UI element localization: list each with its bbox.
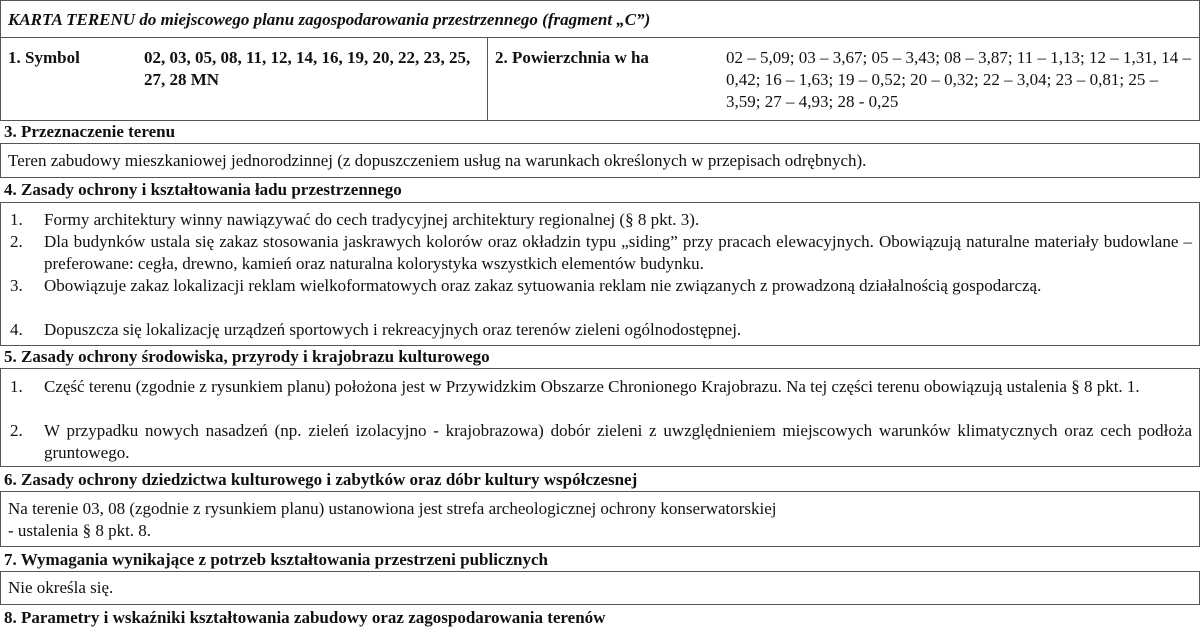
section-4-item-1-number: 1.: [10, 210, 23, 229]
section-4-item-1-text: Formy architektury winny nawiązywać do cech tradycyjnej architektury regionalnej (§ 8 pkt. 3).: [44, 210, 700, 229]
section-4-item-2-number: 2.: [10, 232, 23, 251]
section-4-item-4-number: 4.: [10, 320, 23, 339]
section-6-line-2: - ustalenia § 8 pkt. 8.: [8, 521, 152, 540]
area-label: 2. Powierzchnia w ha: [495, 48, 649, 67]
section-4-heading: 4. Zasady ochrony i kształtowania ładu przestrzennego: [4, 180, 402, 199]
area-value: 02 – 5,09; 03 – 3,67; 05 – 3,43; 08 – 3,87; 11 – 1,13; 12 – 1,31, 14 – 0,42; 16 – 1,63; 19 – 0,52; 20 – 0,32; 22 – 3,04; 23 – 0,81; 25 – 3,59; 27 – 4,93; 28 - 0,25: [726, 48, 1191, 111]
section-4-item-3-text: Obowiązuje zakaz lokalizacji reklam wielkoformatowych oraz zakaz sytuowania reklam nie związanych z prowadzoną działalnością gospodarczą.: [44, 276, 1042, 295]
section-7-heading: 7. Wymagania wynikające z potrzeb kształtowania przestrzeni publicznych: [4, 550, 548, 569]
section-4-item-4-text: Dopuszcza się lokalizację urządzeń sportowych i rekreacyjnych oraz terenów zieleni ogólnodostępnej.: [44, 320, 742, 339]
section-5-item-2-text: W przypadku nowych nasadzeń (np. zieleń izolacyjno - krajobrazowa) dobór zieleni z uwzględnieniem miejscowych warunków klimatycznych oraz cech podłoża gruntowego.: [44, 421, 1192, 462]
section-6-line-1: Na terenie 03, 08 (zgodnie z rysunkiem planu) ustanowiona jest strefa archeologicznej ochrony konserwatorskiej: [8, 499, 777, 518]
section-8-heading: 8. Parametry i wskaźniki kształtowania zabudowy oraz zagospodarowania terenów: [4, 608, 606, 627]
symbol-value: 02, 03, 05, 08, 11, 12, 14, 16, 19, 20, 22, 23, 25, 27, 28 MN: [144, 48, 471, 89]
section-5-heading: 5. Zasady ochrony środowiska, przyrody i krajobrazu kulturowego: [4, 347, 490, 366]
section-3-heading: 3. Przeznaczenie terenu: [4, 122, 176, 141]
section-3-text: Teren zabudowy mieszkaniowej jednorodzinnej (z dopuszczeniem usług na warunkach określonych w przepisach odrębnych).: [8, 151, 867, 170]
section-6-heading: 6. Zasady ochrony dziedzictwa kulturowego i zabytków oraz dóbr kultury współczesnej: [4, 470, 638, 489]
section-4-item-3-number: 3.: [10, 276, 23, 295]
card-title: KARTA TERENU do miejscowego planu zagospodarowania przestrzennego (fragment „C”): [8, 10, 651, 29]
section-7-text: Nie określa się.: [8, 578, 114, 597]
section-4-item-2-text: Dla budynków ustala się zakaz stosowania jaskrawych kolorów oraz okładzin typu „siding” przy pracach elewacyjnych. Obowiązują naturalne materiały budowlane – preferowane: cegła, drewno, kamień oraz naturalna kolorystyka wszystkich elementów budynku.: [44, 232, 1192, 273]
section-5-item-1-number: 1.: [10, 377, 23, 396]
section-5-item-1-text: Część terenu (zgodnie z rysunkiem planu) położona jest w Przywidzkim Obszarze Chronionego Krajobrazu. Na tej części terenu obowiązują ustalenia § 8 pkt. 1.: [44, 377, 1140, 396]
section-5-item-2-number: 2.: [10, 421, 23, 440]
symbol-label: 1. Symbol: [8, 48, 80, 67]
